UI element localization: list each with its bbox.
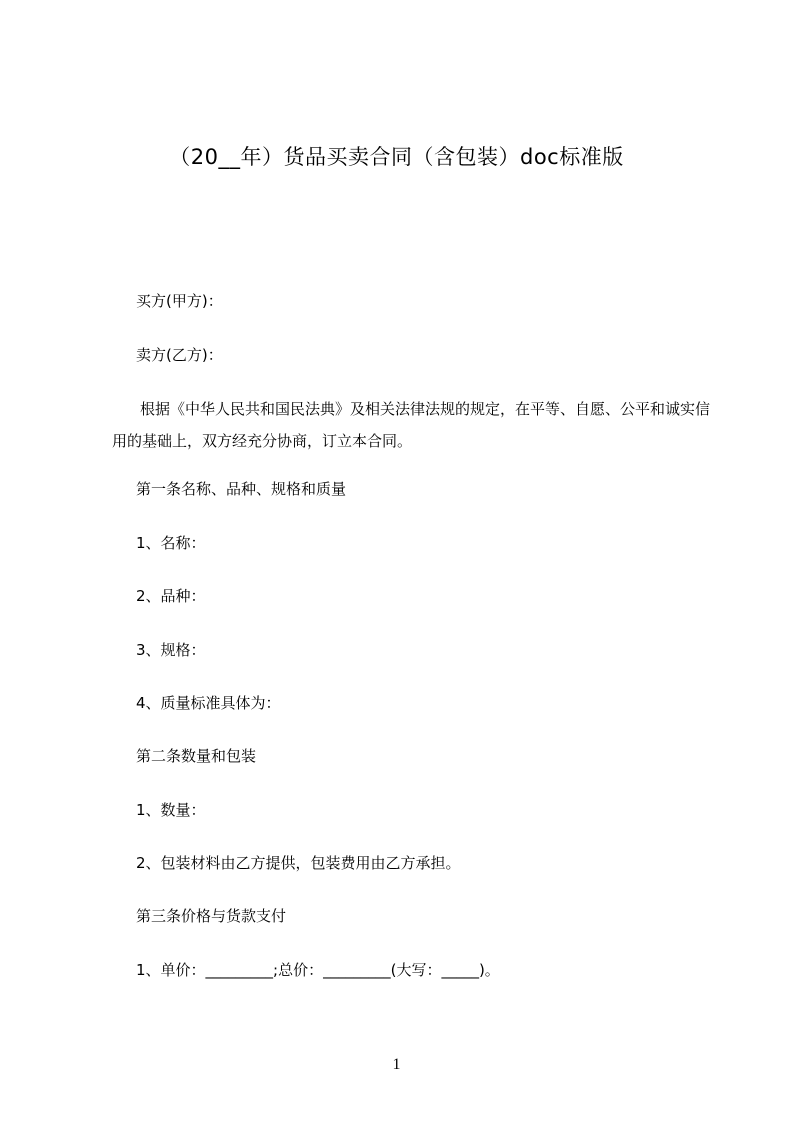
article-1-heading: 第一条名称、品种、规格和质量	[136, 480, 347, 498]
seller-label: 卖方(乙方)：	[136, 346, 223, 364]
page-number: 1	[392, 1056, 401, 1073]
preamble-paragraph	[112, 393, 712, 457]
article-2-item-quantity: 1、数量：	[136, 801, 206, 819]
article-3-heading: 第三条价格与货款支付	[136, 907, 287, 925]
article-1-item-variety: 2、品种：	[136, 587, 206, 605]
buyer-label: 买方(甲方)：	[136, 292, 223, 310]
article-1-item-quality: 4、质量标准具体为：	[136, 694, 281, 712]
article-2-item-packaging: 2、包装材料由乙方提供，包装费用由乙方承担。	[136, 854, 461, 872]
article-1-item-spec: 3、规格：	[136, 641, 206, 659]
document-title: （20__年）货品买卖合同（含包装）doc标准版	[169, 145, 624, 169]
article-1-item-name: 1、名称：	[136, 534, 206, 552]
article-3-item-price: 1、单价：_________;总价：_________(大写：_____)。	[136, 961, 500, 979]
article-2-heading: 第二条数量和包装	[136, 747, 257, 765]
preamble-text: 根据《中华人民共和国民法典》及相关法律法规的规定，在平等、自愿、公平和诚实信用的基础上，双方经充分协商，订立本合同。	[112, 400, 711, 450]
